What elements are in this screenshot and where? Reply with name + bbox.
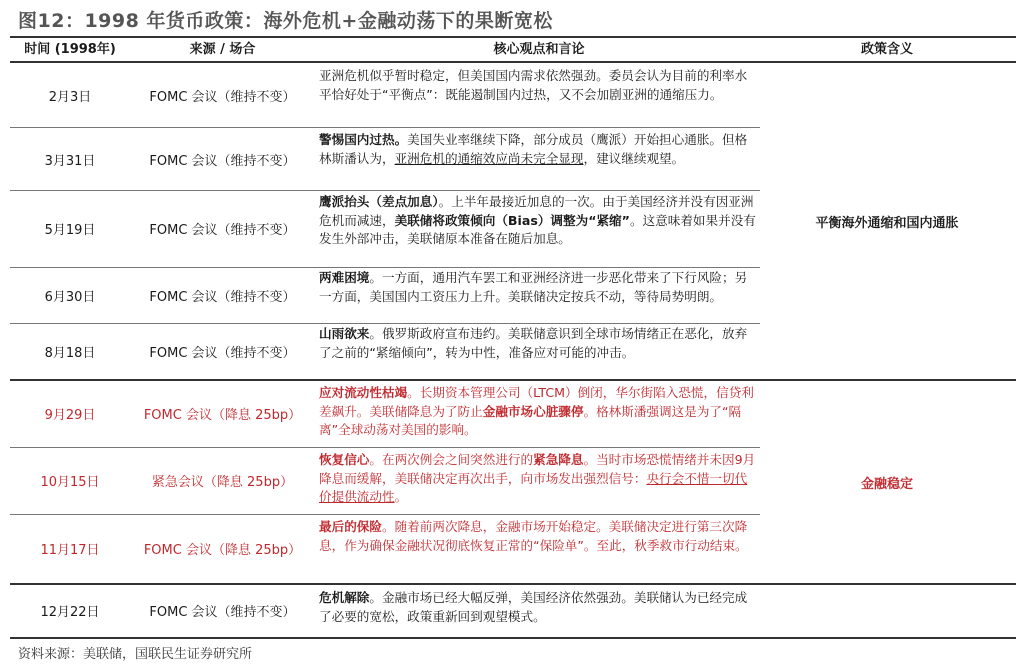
bottom-rule bbox=[10, 637, 1016, 639]
meeting-cell: FOMC 会议（维持不变） bbox=[149, 604, 296, 620]
view-cell: 两难困境。一方面，通用汽车罢工和亚洲经济进一步恶化带来了下行风险；另一方面，美国国内工资压力上升。美联储决定按兵不动，等待局势明朗。 bbox=[319, 270, 748, 304]
header-view: 核心观点和言论 bbox=[493, 42, 585, 57]
header-time: 时间 (1998年) bbox=[24, 42, 116, 57]
date-cell: 6月30日 bbox=[44, 290, 96, 305]
meeting-cell: FOMC 会议（维持不变） bbox=[149, 153, 296, 169]
meeting-cell: 紧急会议（降息 25bp） bbox=[151, 474, 294, 490]
date-cell: 9月29日 bbox=[44, 407, 96, 423]
view-cell: 山雨欲来。俄罗斯政府宣布违约。美联储意识到全球市场情绪正在恶化，放弃了之前的“紧缩倾向”，转为中性，准备应对可能的冲击。 bbox=[319, 326, 748, 360]
date-cell: 10月15日 bbox=[40, 474, 100, 490]
view-cell: 最后的保险。随着前两次降息，金融市场开始稳定。美联储决定进行第三次降息，作为确保金融状况彻底恢复正常的“保险单”。至此，秋季救市行动结束。 bbox=[319, 519, 748, 553]
meeting-cell: FOMC 会议（降息 25bp） bbox=[143, 407, 302, 423]
header-meaning: 政策含义 bbox=[860, 42, 913, 57]
view-cell: 应对流动性枯竭。长期资本管理公司（LTCM）倒闭，华尔街陷入恐慌，信贷利差飙升。美联储降息为了防止金融市场心脏骤停。格林斯潘强调这是为了“隔离”全球动荡对美国的影响。 bbox=[319, 385, 754, 437]
meeting-cell: FOMC 会议（维持不变） bbox=[149, 290, 296, 305]
source-note: 资料来源：美联储，国联民生证券研究所 bbox=[18, 647, 253, 662]
meeting-cell: FOMC 会议（维持不变） bbox=[149, 346, 296, 361]
date-cell: 2月3日 bbox=[48, 89, 92, 105]
meeting-cell: FOMC 会议（维持不变） bbox=[149, 89, 296, 105]
date-cell: 11月17日 bbox=[40, 542, 100, 558]
implication-stability: 金融稳定 bbox=[860, 477, 913, 492]
view-cell: 危机解除。金融市场已经大幅反弹，美国经济依然强劲。美联储认为已经完成了必要的宽松，政策重新回到观望模式。 bbox=[319, 590, 748, 624]
figure-title: 图12：1998 年货币政策：海外危机+金融动荡下的果断宽松 bbox=[18, 10, 553, 32]
meeting-cell: FOMC 会议（降息 25bp） bbox=[143, 542, 302, 558]
view-cell: 警惕国内过热。美国失业率继续下降，部分成员（鹰派）开始担心通胀。但格林斯潘认为，亚洲危机的通缩效应尚未完全显现，建议继续观望。 bbox=[319, 132, 748, 166]
date-cell: 3月31日 bbox=[44, 153, 96, 169]
implication-balance: 平衡海外通缩和国内通胀 bbox=[815, 216, 959, 231]
view-cell: 亚洲危机似乎暂时稳定，但美国国内需求依然强劲。委员会认为目前的利率水平恰好处于“平衡点”：既能遏制国内过热，又不会加剧亚洲的通缩压力。 bbox=[319, 68, 748, 102]
meeting-cell: FOMC 会议（维持不变） bbox=[149, 222, 296, 238]
header-rule bbox=[10, 61, 1016, 63]
date-cell: 8月18日 bbox=[44, 346, 96, 361]
header-source: 来源 / 场合 bbox=[189, 42, 256, 57]
date-cell: 12月22日 bbox=[40, 604, 100, 620]
view-cell: 鹰派抬头（差点加息）。上半年最接近加息的一次。由于美国经济并没有因亚洲危机而减速，美联储将政策倾向（Bias）调整为“紧缩”。这意味着如果并没有发生外部冲击，美联储原本准备在随后加息。 bbox=[319, 194, 756, 246]
view-cell: 恢复信心。在两次例会之间突然进行的紧急降息。当时市场恐慌情绪并未因9月降息而缓解，美联储决定再次出手，向市场发出强烈信号：央行会不惜一切代价提供流动性。 bbox=[319, 452, 756, 504]
date-cell: 5月19日 bbox=[44, 222, 96, 238]
